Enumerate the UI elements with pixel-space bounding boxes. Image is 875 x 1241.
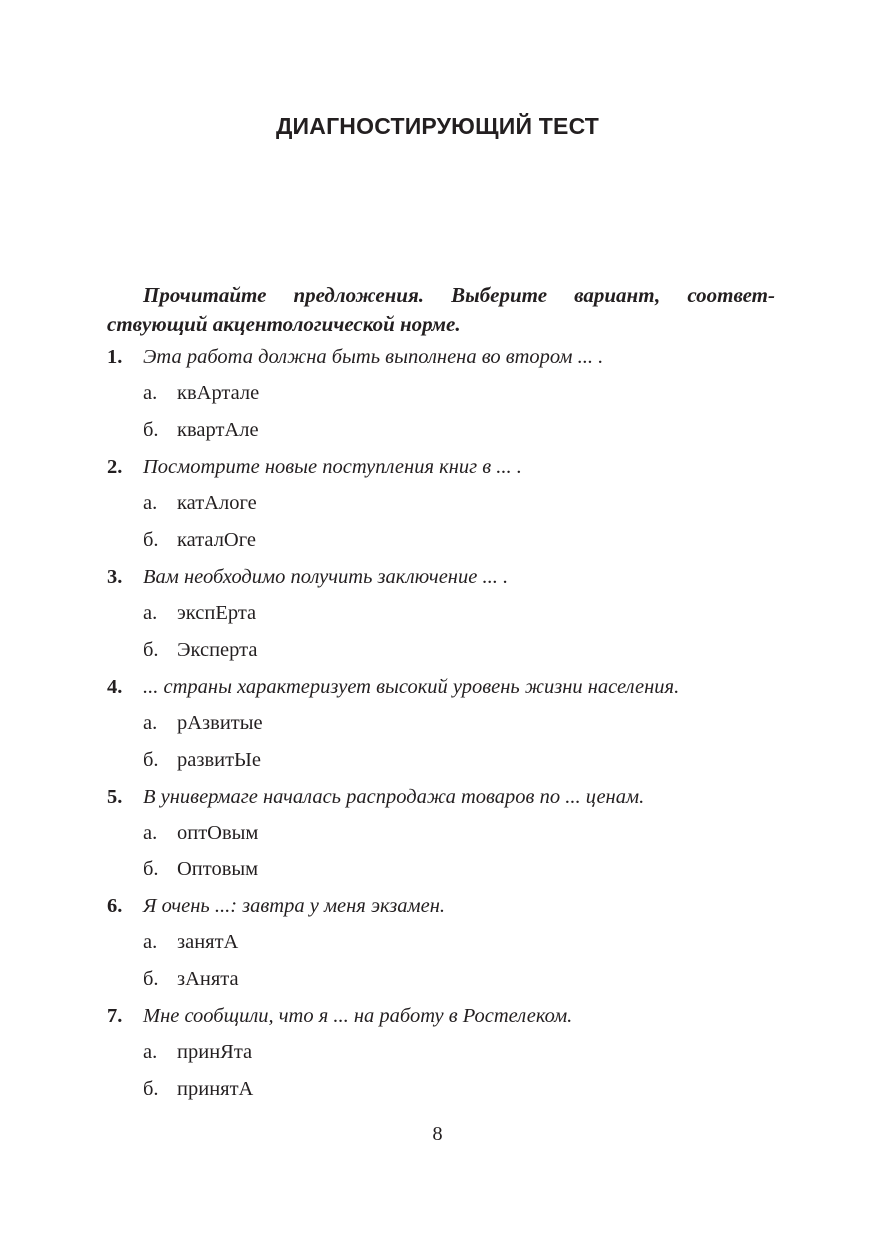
question-text: Посмотрите новые поступления книг в ... . (143, 456, 522, 478)
question-number: 5. (107, 786, 123, 808)
option-letter: а. (143, 382, 158, 404)
question-text: Вам необходимо получить заключение ... . (143, 566, 509, 588)
option-letter: а. (143, 492, 158, 514)
option-text: Эксперта (177, 639, 258, 661)
option-text: развитЫе (177, 749, 262, 771)
option-letter: а. (143, 931, 158, 953)
option-text: Оптовым (177, 858, 259, 880)
option-letter: б. (143, 639, 159, 661)
option-text: квАртале (177, 382, 260, 404)
question-text: Эта работа должна быть выполнена во втором ... . (143, 346, 604, 368)
question-number: 3. (107, 566, 123, 588)
question-7 (107, 1001, 807, 1031)
question-number: 1. (107, 346, 123, 368)
question-1 (107, 342, 807, 372)
option-text: оптОвым (177, 822, 259, 844)
option-text: каталОге (177, 529, 256, 551)
page-title: ДИАГНОСТИРУЮЩИЙ ТЕСТ (275, 113, 600, 139)
instruction-text: Прочитайте предложения. Выберите вариант, соответ-ствующий акцентологической норме. (107, 283, 775, 336)
option-letter: б. (143, 1078, 159, 1100)
option-letter: а. (143, 1041, 158, 1063)
option-letter: б. (143, 858, 159, 880)
option-text: зАнята (177, 968, 239, 990)
question-3 (107, 562, 807, 592)
option-text: катАлоге (177, 492, 257, 514)
question-number: 2. (107, 456, 123, 478)
question-4 (107, 672, 807, 702)
question-number: 7. (107, 1005, 123, 1027)
question-number: 4. (107, 676, 123, 698)
question-5 (107, 782, 807, 812)
option-text: занятА (177, 931, 239, 953)
option-text: принЯта (177, 1041, 253, 1063)
question-number: 6. (107, 895, 123, 917)
option-text: экспЕрта (177, 602, 257, 624)
option-text: рАзвитые (177, 712, 263, 734)
option-text: принятА (177, 1078, 254, 1100)
option-letter: а. (143, 602, 158, 624)
option-letter: а. (143, 822, 158, 844)
question-text: В универмаге началась распродажа товаров по ... ценам. (143, 786, 645, 808)
option-text: квартАле (177, 419, 259, 441)
question-text: ... страны характеризует высокий уровень жизни населения. (143, 676, 680, 698)
page-number: 8 (432, 1123, 443, 1145)
question-2 (107, 452, 807, 482)
option-letter: б. (143, 749, 159, 771)
option-letter: б. (143, 968, 159, 990)
option-letter: б. (143, 419, 159, 441)
option-letter: а. (143, 712, 158, 734)
option-letter: б. (143, 529, 159, 551)
question-text: Я очень ...: завтра у меня экзамен. (143, 895, 446, 917)
question-text: Мне сообщили, что я ... на работу в Ростелеком. (143, 1005, 573, 1027)
question-6 (107, 891, 807, 921)
